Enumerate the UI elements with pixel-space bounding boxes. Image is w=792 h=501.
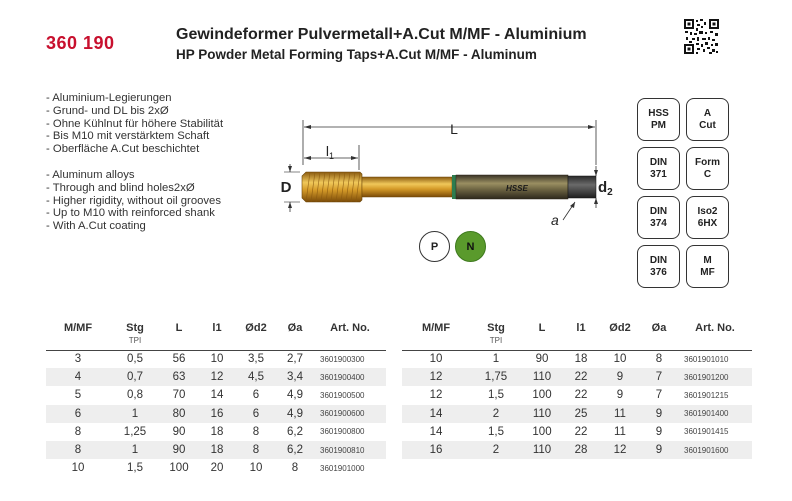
table-cell: 18 [198, 423, 236, 441]
table-cell: 0,7 [110, 368, 160, 386]
badge-din-376: DIN 376 [637, 245, 680, 288]
material-p-icon: P [419, 231, 450, 262]
qr-code-icon [683, 18, 720, 55]
table-cell: 5 [46, 386, 110, 404]
article-number-cell: 3601901215 [678, 386, 752, 404]
table-cell: 7 [640, 386, 678, 404]
article-number-cell: 3601901200 [678, 368, 752, 386]
table-cell: 0,8 [110, 386, 160, 404]
feature-item: - Oberfläche A.Cut beschichtet [46, 143, 200, 156]
article-number: 360 190 [46, 33, 115, 53]
table-cell: 110 [522, 405, 562, 423]
col-header-d2: Ød2 [600, 316, 640, 350]
table-cell: 8 [236, 441, 276, 459]
col-header-d2: Ød2 [236, 316, 276, 350]
table-cell: 0,5 [110, 350, 160, 368]
table-cell: 10 [600, 350, 640, 368]
table-cell: 10 [236, 459, 276, 477]
table-cell: 9 [640, 405, 678, 423]
table-cell: 1,25 [110, 423, 160, 441]
article-number-cell: 3601901010 [678, 350, 752, 368]
col-header-mmf: M/MF [402, 316, 470, 350]
table-cell: 8 [640, 350, 678, 368]
label-l1: $l_1$ [325, 143, 335, 161]
table-cell: 2 [470, 405, 522, 423]
feature-item: - Aluminum alloys [46, 169, 135, 181]
table-cell: 11 [600, 405, 640, 423]
feature-item: - Aluminium-Legierungen [46, 92, 172, 104]
table-cell: 110 [522, 441, 562, 459]
table-cell: 22 [562, 368, 600, 386]
neck-section [362, 177, 452, 197]
table-row [46, 441, 386, 459]
feature-item: - With A.Cut coating [46, 220, 146, 233]
material-n-icon: N [455, 231, 486, 262]
table-cell: 1,75 [470, 368, 522, 386]
article-number-cell: 3601901415 [678, 423, 752, 441]
spec-table-right [402, 316, 752, 459]
article-number-cell: 3601901600 [678, 441, 752, 459]
table-cell: 4,5 [236, 368, 276, 386]
col-header-stg: Stg TPI [110, 316, 160, 350]
badge-form-c: Form C [686, 147, 729, 190]
table-cell: 1 [470, 350, 522, 368]
feature-item: - Grund- und DL bis 2xØ [46, 104, 169, 117]
table-cell: 6 [236, 405, 276, 423]
table-cell: 70 [160, 386, 198, 404]
table-cell: 1,5 [470, 423, 522, 441]
coating-ring [452, 175, 456, 199]
table-cell: 1 [110, 441, 160, 459]
col-header-a: Øa [276, 316, 314, 350]
table-cell: 22 [562, 423, 600, 441]
table-cell: 9 [640, 423, 678, 441]
table-row [402, 350, 752, 368]
table-row [402, 386, 752, 404]
table-cell: 110 [522, 368, 562, 386]
article-number-cell: 3601900600 [314, 405, 386, 423]
square-end [568, 176, 596, 198]
col-header-art: Art. No. [678, 316, 752, 350]
table-row [402, 368, 752, 386]
table-cell: 7 [640, 368, 678, 386]
table-cell: 90 [522, 350, 562, 368]
table-row [46, 386, 386, 404]
table-row [46, 405, 386, 423]
table-row [46, 368, 386, 386]
table-cell: 8 [276, 459, 314, 477]
feature-item: - Higher rigidity, without oil grooves [46, 194, 221, 207]
article-number-cell: 3601900810 [314, 441, 386, 459]
table-row [402, 423, 752, 441]
label-L: L [450, 121, 458, 137]
feature-item: - Through and blind holes2xØ [46, 181, 195, 194]
table-cell: 14 [402, 423, 470, 441]
table-cell: 16 [402, 441, 470, 459]
table-cell: 90 [160, 423, 198, 441]
table-cell: 9 [640, 441, 678, 459]
label-a: a [551, 212, 559, 228]
badge-hss-pm: HSS PM [637, 98, 680, 141]
feature-item: - Ohne Kühlnut für höhere Stabilität [46, 117, 224, 130]
label-D: D [280, 179, 292, 196]
table-cell: 25 [562, 405, 600, 423]
label-d2: $d_2$ [598, 179, 613, 198]
features-list-en [46, 169, 221, 233]
article-number-cell: 3601900400 [314, 368, 386, 386]
table-row [46, 459, 386, 477]
table-cell: 1,5 [110, 459, 160, 477]
table-cell: 90 [160, 441, 198, 459]
table-cell: 12 [198, 368, 236, 386]
table-cell: 16 [198, 405, 236, 423]
col-header-l1: l1 [198, 316, 236, 350]
table-cell: 8 [46, 423, 110, 441]
table-cell: 10 [46, 459, 110, 477]
table-cell: 10 [402, 350, 470, 368]
table-cell: 4,9 [276, 405, 314, 423]
table-cell: 14 [198, 386, 236, 404]
table-cell: 100 [522, 386, 562, 404]
table-cell: 3 [46, 350, 110, 368]
badge-a-cut: A Cut [686, 98, 729, 141]
table-cell: 6 [46, 405, 110, 423]
table-cell: 56 [160, 350, 198, 368]
article-number-cell: 3601901000 [314, 459, 386, 477]
table-cell: 2 [470, 441, 522, 459]
product-title-en: HP Powder Metal Forming Taps+A.Cut M/MF - Aluminum [176, 47, 537, 62]
table-cell: 14 [402, 405, 470, 423]
table-cell: 12 [600, 441, 640, 459]
feature-item: - Up to M10 with reinforced shank [46, 207, 215, 220]
table-cell: 9 [600, 386, 640, 404]
table-cell: 18 [562, 350, 600, 368]
col-header-l: L [160, 316, 198, 350]
shank-logo-text: HSSE [506, 184, 528, 193]
col-header-a: Øa [640, 316, 678, 350]
table-row [46, 423, 386, 441]
badge-din-371: DIN 371 [637, 147, 680, 190]
table-cell: 20 [198, 459, 236, 477]
table-cell: 6,2 [276, 441, 314, 459]
col-header-l: L [522, 316, 562, 350]
table-cell: 18 [198, 441, 236, 459]
col-header-art: Art. No. [314, 316, 386, 350]
spec-table-left [46, 316, 386, 477]
badge-iso2-6hx: Iso2 6HX [686, 196, 729, 239]
table-cell: 4 [46, 368, 110, 386]
table-cell: 12 [402, 386, 470, 404]
table-cell: 1,5 [470, 386, 522, 404]
table-cell: 63 [160, 368, 198, 386]
table-row [402, 441, 752, 459]
product-title-de: Gewindeformer Pulvermetall+A.Cut M/MF - Aluminium [176, 26, 587, 43]
features-list-de [46, 92, 223, 156]
table-cell: 22 [562, 386, 600, 404]
article-number-cell: 3601900800 [314, 423, 386, 441]
table-cell: 6 [236, 386, 276, 404]
table-cell: 4,9 [276, 386, 314, 404]
badge-din-374: DIN 374 [637, 196, 680, 239]
col-header-l1: l1 [562, 316, 600, 350]
col-header-mmf: M/MF [46, 316, 110, 350]
article-number-cell: 3601900500 [314, 386, 386, 404]
table-cell: 12 [402, 368, 470, 386]
table-cell: 11 [600, 423, 640, 441]
table-row [402, 405, 752, 423]
tap-diagram [270, 110, 630, 250]
table-cell: 100 [160, 459, 198, 477]
table-cell: 100 [522, 423, 562, 441]
table-cell: 80 [160, 405, 198, 423]
table-cell: 9 [600, 368, 640, 386]
article-number-cell: 3601900300 [314, 350, 386, 368]
table-cell: 8 [236, 423, 276, 441]
article-number-cell: 3601901400 [678, 405, 752, 423]
table-cell: 3,5 [236, 350, 276, 368]
table-cell: 1 [110, 405, 160, 423]
table-cell: 8 [46, 441, 110, 459]
col-header-stg: Stg TPI [470, 316, 522, 350]
table-cell: 2,7 [276, 350, 314, 368]
table-cell: 6,2 [276, 423, 314, 441]
table-row [46, 350, 386, 368]
table-cell: 28 [562, 441, 600, 459]
table-cell: 3,4 [276, 368, 314, 386]
feature-item: - Bis M10 mit verstärktem Schaft [46, 130, 210, 143]
table-cell: 10 [198, 350, 236, 368]
badge-m-mf: M MF [686, 245, 729, 288]
